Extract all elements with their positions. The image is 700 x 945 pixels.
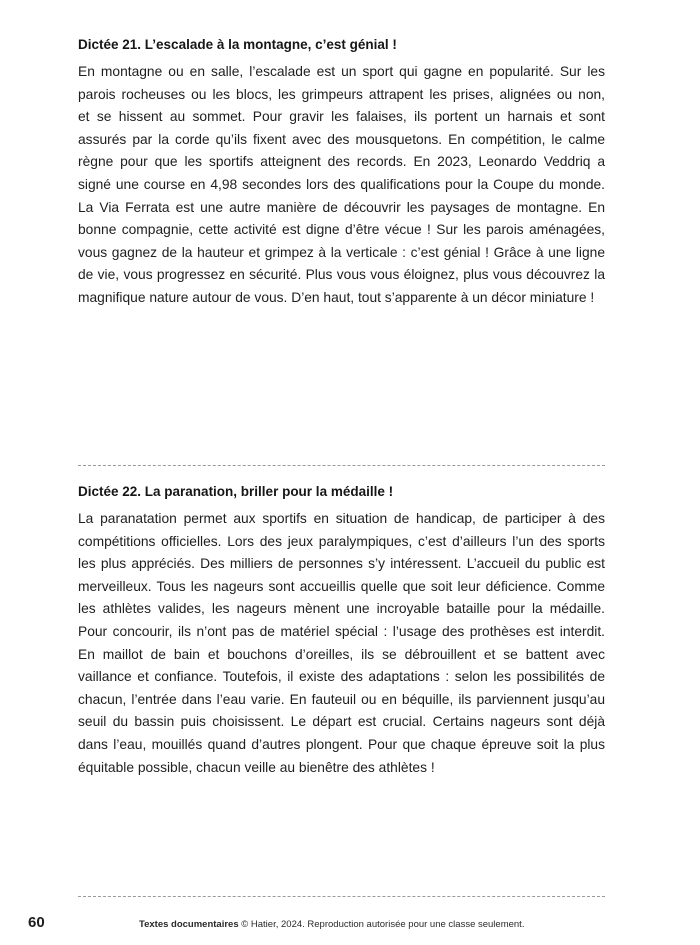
text-line: de vie, vous progressez en sécurité. Plus vous vous éloignez, plus vous découvrez la xyxy=(78,267,605,283)
text-line: seuil du bassin puis choisissent. Le départ est crucial. Certains nageurs sont déjà xyxy=(78,714,605,730)
text-line: vaillance et confiance. Toutefois, il existe des adaptations : selon les possibilités de xyxy=(78,669,605,685)
text-line: La Via Ferrata est une autre manière de découvrir les paysages de montagne. En xyxy=(78,199,605,215)
dashed-separator xyxy=(78,465,605,466)
text-line: merveilleux. Tous les nageurs sont accueillis quelle que soit leur déficience. Comme xyxy=(78,578,605,594)
dashed-separator xyxy=(78,896,605,897)
text-line: chacun, l’entrée dans l’eau varie. En fauteuil ou en béquille, ils parviennent jusqu’au xyxy=(78,691,605,707)
page-footer xyxy=(139,919,524,931)
footer-book-title: Textes documentaires xyxy=(139,919,239,930)
text-line: signé une course en 4,98 secondes lors des qualifications pour la Coupe du monde. xyxy=(78,176,605,192)
dictee-22-title: Dictée 22. La paranation, briller pour la médaille ! xyxy=(78,484,394,499)
text-line: En montagne ou en salle, l’escalade est un sport qui gagne en popularité. Sur les xyxy=(78,64,605,79)
dictee-21-title: Dictée 21. L’escalade à la montagne, c’est génial ! xyxy=(78,37,397,52)
text-line: bonne compagnie, cette activité est digne d’être vécue ! Sur les parois aménagées, xyxy=(78,222,605,238)
text-line: vous gagnez de la hauteur et grimpez à la verticale : c’est génial ! Grâce à une ligne xyxy=(78,244,605,260)
text-line: règne pour que les sportifs atteignent des records. En 2023, Leonardo Veddriq a xyxy=(78,154,605,170)
text-line: et se hissent au sommet. Pour gravir les falaises, ils portent un harnais et sont xyxy=(78,109,605,125)
text-line: dans l’eau, mouillés quand d’autres plongent. Pour que chaque épreuve soit la plus xyxy=(78,736,605,752)
text-line: compétitions officielles. Lors des jeux paralympiques, c’est d’ailleurs l’un des sports xyxy=(78,533,605,549)
text-line: équitable possible, chacun veille au bienêtre des athlètes ! xyxy=(78,759,435,775)
text-line: La paranatation permet aux sportifs en situation de handicap, de participer à des xyxy=(78,511,605,526)
dictee-22-section xyxy=(78,483,605,779)
dictee-21-text xyxy=(78,61,605,310)
text-line: assurés par la corde qu’ils fixent avec des mousquetons. En compétition, le calme xyxy=(78,131,605,147)
page-number: 60 xyxy=(28,914,45,931)
text-line: magnifique nature autour de vous. D’en haut, tout s’apparente à un décor miniature ! xyxy=(78,289,595,305)
footer-copyright: © Hatier, 2024. Reproduction autorisée pour une classe seulement. xyxy=(238,919,525,930)
text-line: En maillot de bain et bouchons d’oreilles, ils se débrouillent et se battent avec xyxy=(78,646,605,662)
text-line: les plus appréciés. Des milliers de personnes s’y intéressent. L’accueil du public est xyxy=(78,556,605,572)
dictee-22-text xyxy=(78,508,605,779)
text-line: Pour concourir, ils n’ont pas de matériel spécial : l’usage des prothèses est interdit. xyxy=(78,623,605,639)
text-line: les athlètes valides, les nageurs mènent une incroyable bataille pour la médaille. xyxy=(78,601,605,617)
dictee-21-section xyxy=(78,36,605,310)
text-line: parois rocheuses ou les blocs, les grimpeurs attrapent les prises, alignées ou non, xyxy=(78,86,605,102)
